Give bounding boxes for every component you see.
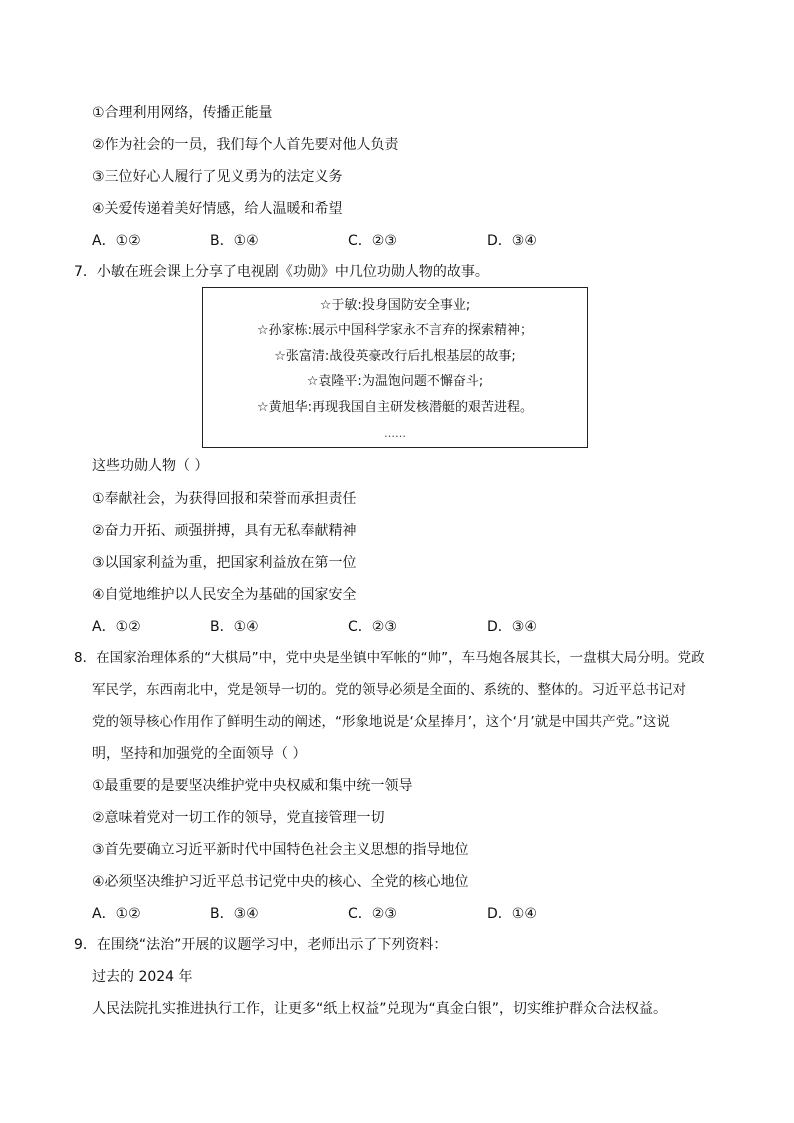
q7-box-line-3: ☆张富清:战役英豪改行后扎根基层的故事; xyxy=(274,349,516,364)
q7-choice-b: B．①④ xyxy=(210,619,259,635)
q8-option-4: ④必须坚决维护习近平总书记党中央的核心、全党的核心地位 xyxy=(92,874,469,890)
q6-choice-b: B．①④ xyxy=(210,233,259,249)
q8-stem-line-4: 明，坚持和加强党的全面领导（ ） xyxy=(92,746,307,762)
q6-option-2: ②作为社会的一员，我们每个人首先要对他人负责 xyxy=(92,137,399,153)
q8-option-2: ②意味着党对一切工作的领导，党直接管理一切 xyxy=(92,810,385,826)
q6-choice-a: A．①② xyxy=(92,233,141,249)
q7-box-line-4: ☆袁隆平:为温饱问题不懈奋斗; xyxy=(306,374,484,389)
q6-option-3: ③三位好心人履行了见义勇为的法定义务 xyxy=(92,169,343,185)
q7-choice-c: C．②③ xyxy=(348,619,397,635)
q6-choice-c: C．②③ xyxy=(348,233,397,249)
q6-choice-d: D．③④ xyxy=(487,233,537,249)
q8-option-1: ①最重要的是要坚决维护党中央权威和集中统一领导 xyxy=(92,778,413,794)
q7-choice-d: D．③④ xyxy=(487,619,537,635)
q9-material: 人民法院扎实推进执行工作，让更多“纸上权益”兑现为“真金白银”，切实维护群众合法权益。 xyxy=(92,1001,668,1017)
q8-choice-a: A．①② xyxy=(92,906,141,922)
q8-stem-line-1: 8．在国家治理体系的“大棋局”中，党中央是坐镇中军帐的“帅”，车马炮各展其长，一盘棋大局分明。党政 xyxy=(74,650,705,666)
q6-option-1: ①合理利用网络，传播正能量 xyxy=(92,105,273,121)
q7-box-ellipsis: …… xyxy=(384,427,406,440)
q8-choice-b: B．③④ xyxy=(210,906,259,922)
q9-sub-heading: 过去的 2024 年 xyxy=(92,969,193,985)
q8-stem-line-2: 军民学，东西南北中，党是领导一切的。党的领导必须是全面的、系统的、整体的。习近平总书记对 xyxy=(92,682,686,698)
q7-option-1: ①奉献社会，为获得回报和荣誉而承担责任 xyxy=(92,491,357,507)
q7-option-4: ④自觉地维护以人民安全为基础的国家安全 xyxy=(92,587,357,603)
q7-material-box xyxy=(202,287,588,448)
q6-option-4: ④关爱传递着美好情感，给人温暖和希望 xyxy=(92,201,343,217)
q7-box-line-1: ☆于敏:投身国防安全事业; xyxy=(319,298,471,313)
q8-choice-c: C．②③ xyxy=(348,906,397,922)
q9-stem: 9．在围绕“法治”开展的议题学习中，老师出示了下列资料： xyxy=(74,937,448,953)
q7-box-line-2: ☆孙家栋:展示中国科学家永不言弃的探索精神； xyxy=(256,323,534,338)
q7-option-2: ②奋力开拓、顽强拼搏，具有无私奉献精神 xyxy=(92,523,357,539)
q7-stem: 7．小敏在班会课上分享了电视剧《功勋》中几位功勋人物的故事。 xyxy=(74,264,489,280)
q7-option-3: ③以国家利益为重，把国家利益放在第一位 xyxy=(92,555,357,571)
q7-choice-a: A．①② xyxy=(92,619,141,635)
q7-box-line-5: ☆黄旭华:再现我国自主研发核潜艇的艰苦进程。 xyxy=(256,400,534,415)
q8-stem-line-3: 党的领导核心作用作了鲜明生动的阐述，“形象地说是‘众星捧月’，这个‘月’就是中国共产党。”这说 xyxy=(92,714,670,730)
q8-choice-d: D．①④ xyxy=(487,906,537,922)
q7-prompt: 这些功勋人物（ ） xyxy=(92,458,209,474)
q8-option-3: ③首先要确立习近平新时代中国特色社会主义思想的指导地位 xyxy=(92,842,469,858)
